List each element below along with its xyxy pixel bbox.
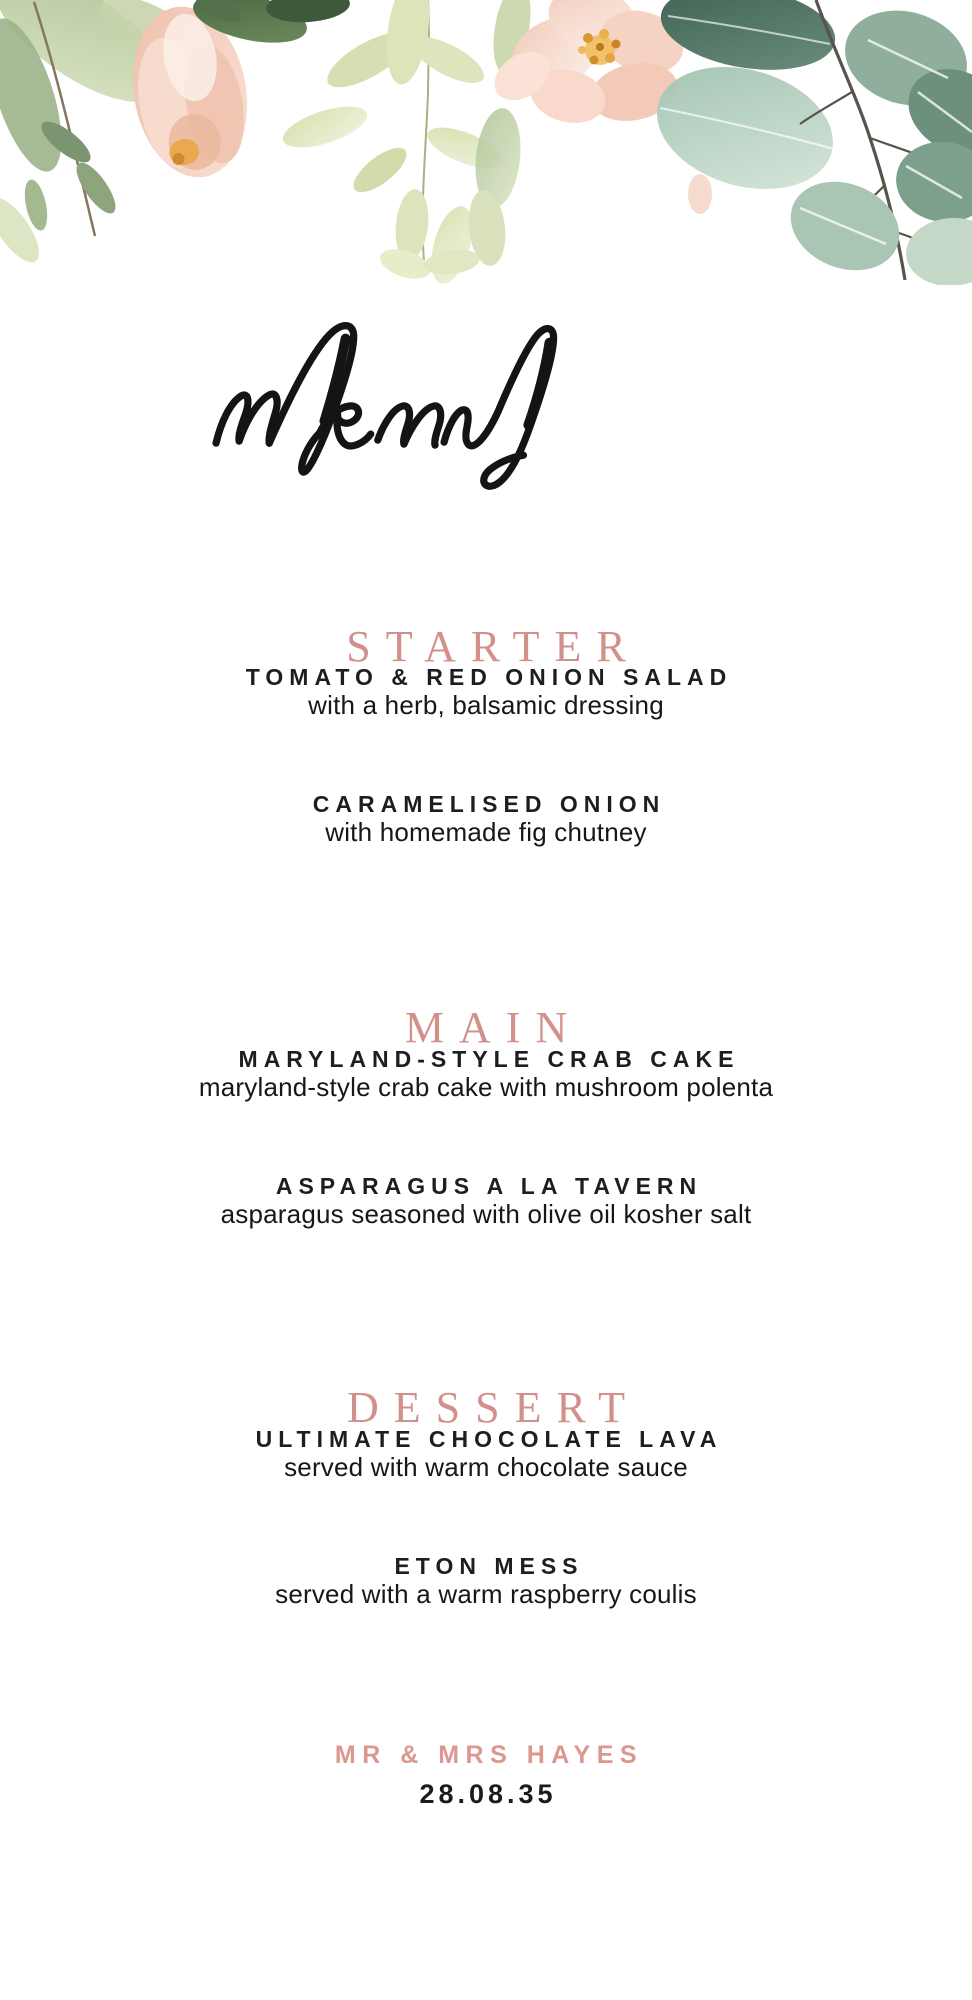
eucalyptus-branch <box>642 0 972 285</box>
dish-description: served with a warm raspberry coulis <box>275 1579 697 1609</box>
wedding-date: 28.08.35 <box>419 1779 557 1809</box>
dish-description: served with warm chocolate sauce <box>284 1452 688 1482</box>
dish-description: with homemade fig chutney <box>325 817 647 847</box>
section-heading-dessert: DESSERT <box>346 1382 641 1432</box>
dish-name: MARYLAND-STYLE CRAB CAKE <box>238 1046 740 1072</box>
floral-header-art <box>0 0 972 285</box>
dish-description: with a herb, balsamic dressing <box>308 690 664 720</box>
section-heading-main: MAIN <box>404 1002 583 1052</box>
dish-name: ASPARAGUS A LA TAVERN <box>275 1173 703 1199</box>
couple-names: MR & MRS HAYES <box>334 1741 644 1769</box>
dish-name: TOMATO & RED ONION SALAD <box>245 664 733 690</box>
dish-name: ETON MESS <box>394 1553 584 1579</box>
dish-name: CARAMELISED ONION <box>312 791 666 817</box>
menu-script-art <box>212 322 644 494</box>
dish-description: asparagus seasoned with olive oil kosher salt <box>220 1199 752 1229</box>
dish-name: ULTIMATE CHOCOLATE LAVA <box>255 1426 723 1452</box>
menu-script-title <box>212 322 644 494</box>
dish-description: maryland-style crab cake with mushroom polenta <box>198 1072 774 1102</box>
section-heading-starter: STARTER <box>346 621 641 671</box>
